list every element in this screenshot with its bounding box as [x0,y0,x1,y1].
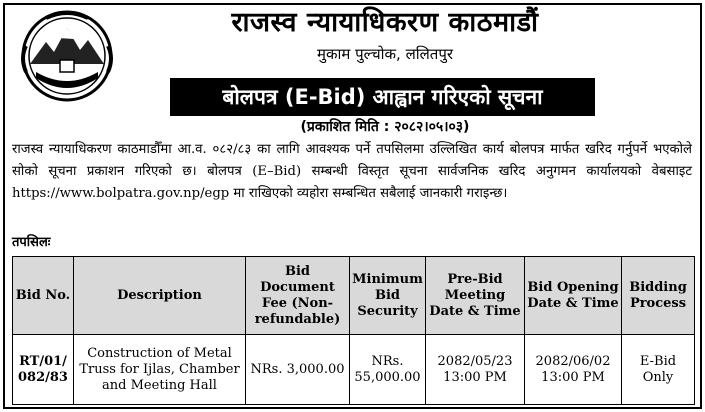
header-opening: Bid Opening Date & Time [525,257,622,335]
table-row [13,335,695,405]
table-header-row [13,257,695,335]
header-bid-no: Bid No. [13,257,74,335]
notice-paragraph: राजस्व न्यायाधिकरण काठमाडौँमा आ.व. ०८२/८३ का लागि आवश्यक पर्ने तपसिलमा उल्लिखित कार्य बोलपत्र मार्फत खरिद गर्नुपर्ने भएकोले सोको सूचना प्रकाशन गरिएको छ। बोलपत्र (E–Bid) सम्बन्धी विस्तृत सूचना सार्वजनिक खरिद अनुगमन कार्यालयको वेबसाइट https://www.bolpatra.gov.np/egp मा राखिएको व्यहोरा सम्बन्धित सबैलाई जानकारी गराइन्छ। [12,142,692,201]
bid-table [12,256,695,405]
cell-description: Construction of Metal Truss for Ijlas, Chamber and Meeting Hall [74,335,246,405]
header-description: Description [74,257,246,335]
notice-banner: बोलपत्र (E-Bid) आह्वान गरिएको सूचना [170,78,595,116]
office-title: राजस्व न्यायाधिकरण काठमाडौं [231,7,539,38]
header-fee: Bid Document Fee (Non-refundable) [246,257,350,335]
schedule-label: तपसिलः [12,235,51,250]
header-prebid: Pre-Bid Meeting Date & Time [426,257,525,335]
cell-process: E-Bid Only [622,335,695,405]
published-date: (प्रकाशित मिति : २०८२।०५।०३) [300,119,470,135]
header-security: Minimum Bid Security [350,257,426,335]
header-process: Bidding Process [622,257,695,335]
cell-bid-no: RT/01/ 082/83 [13,335,74,405]
cell-security: NRs. 55,000.00 [350,335,426,405]
cell-prebid: 2082/05/23 13:00 PM [426,335,525,405]
nepal-emblem-icon [16,6,118,104]
office-address: मुकाम पुल्चोक, ललितपुर [316,45,454,63]
cell-opening: 2082/06/02 13:00 PM [525,335,622,405]
cell-fee: NRs. 3,000.00 [246,335,350,405]
